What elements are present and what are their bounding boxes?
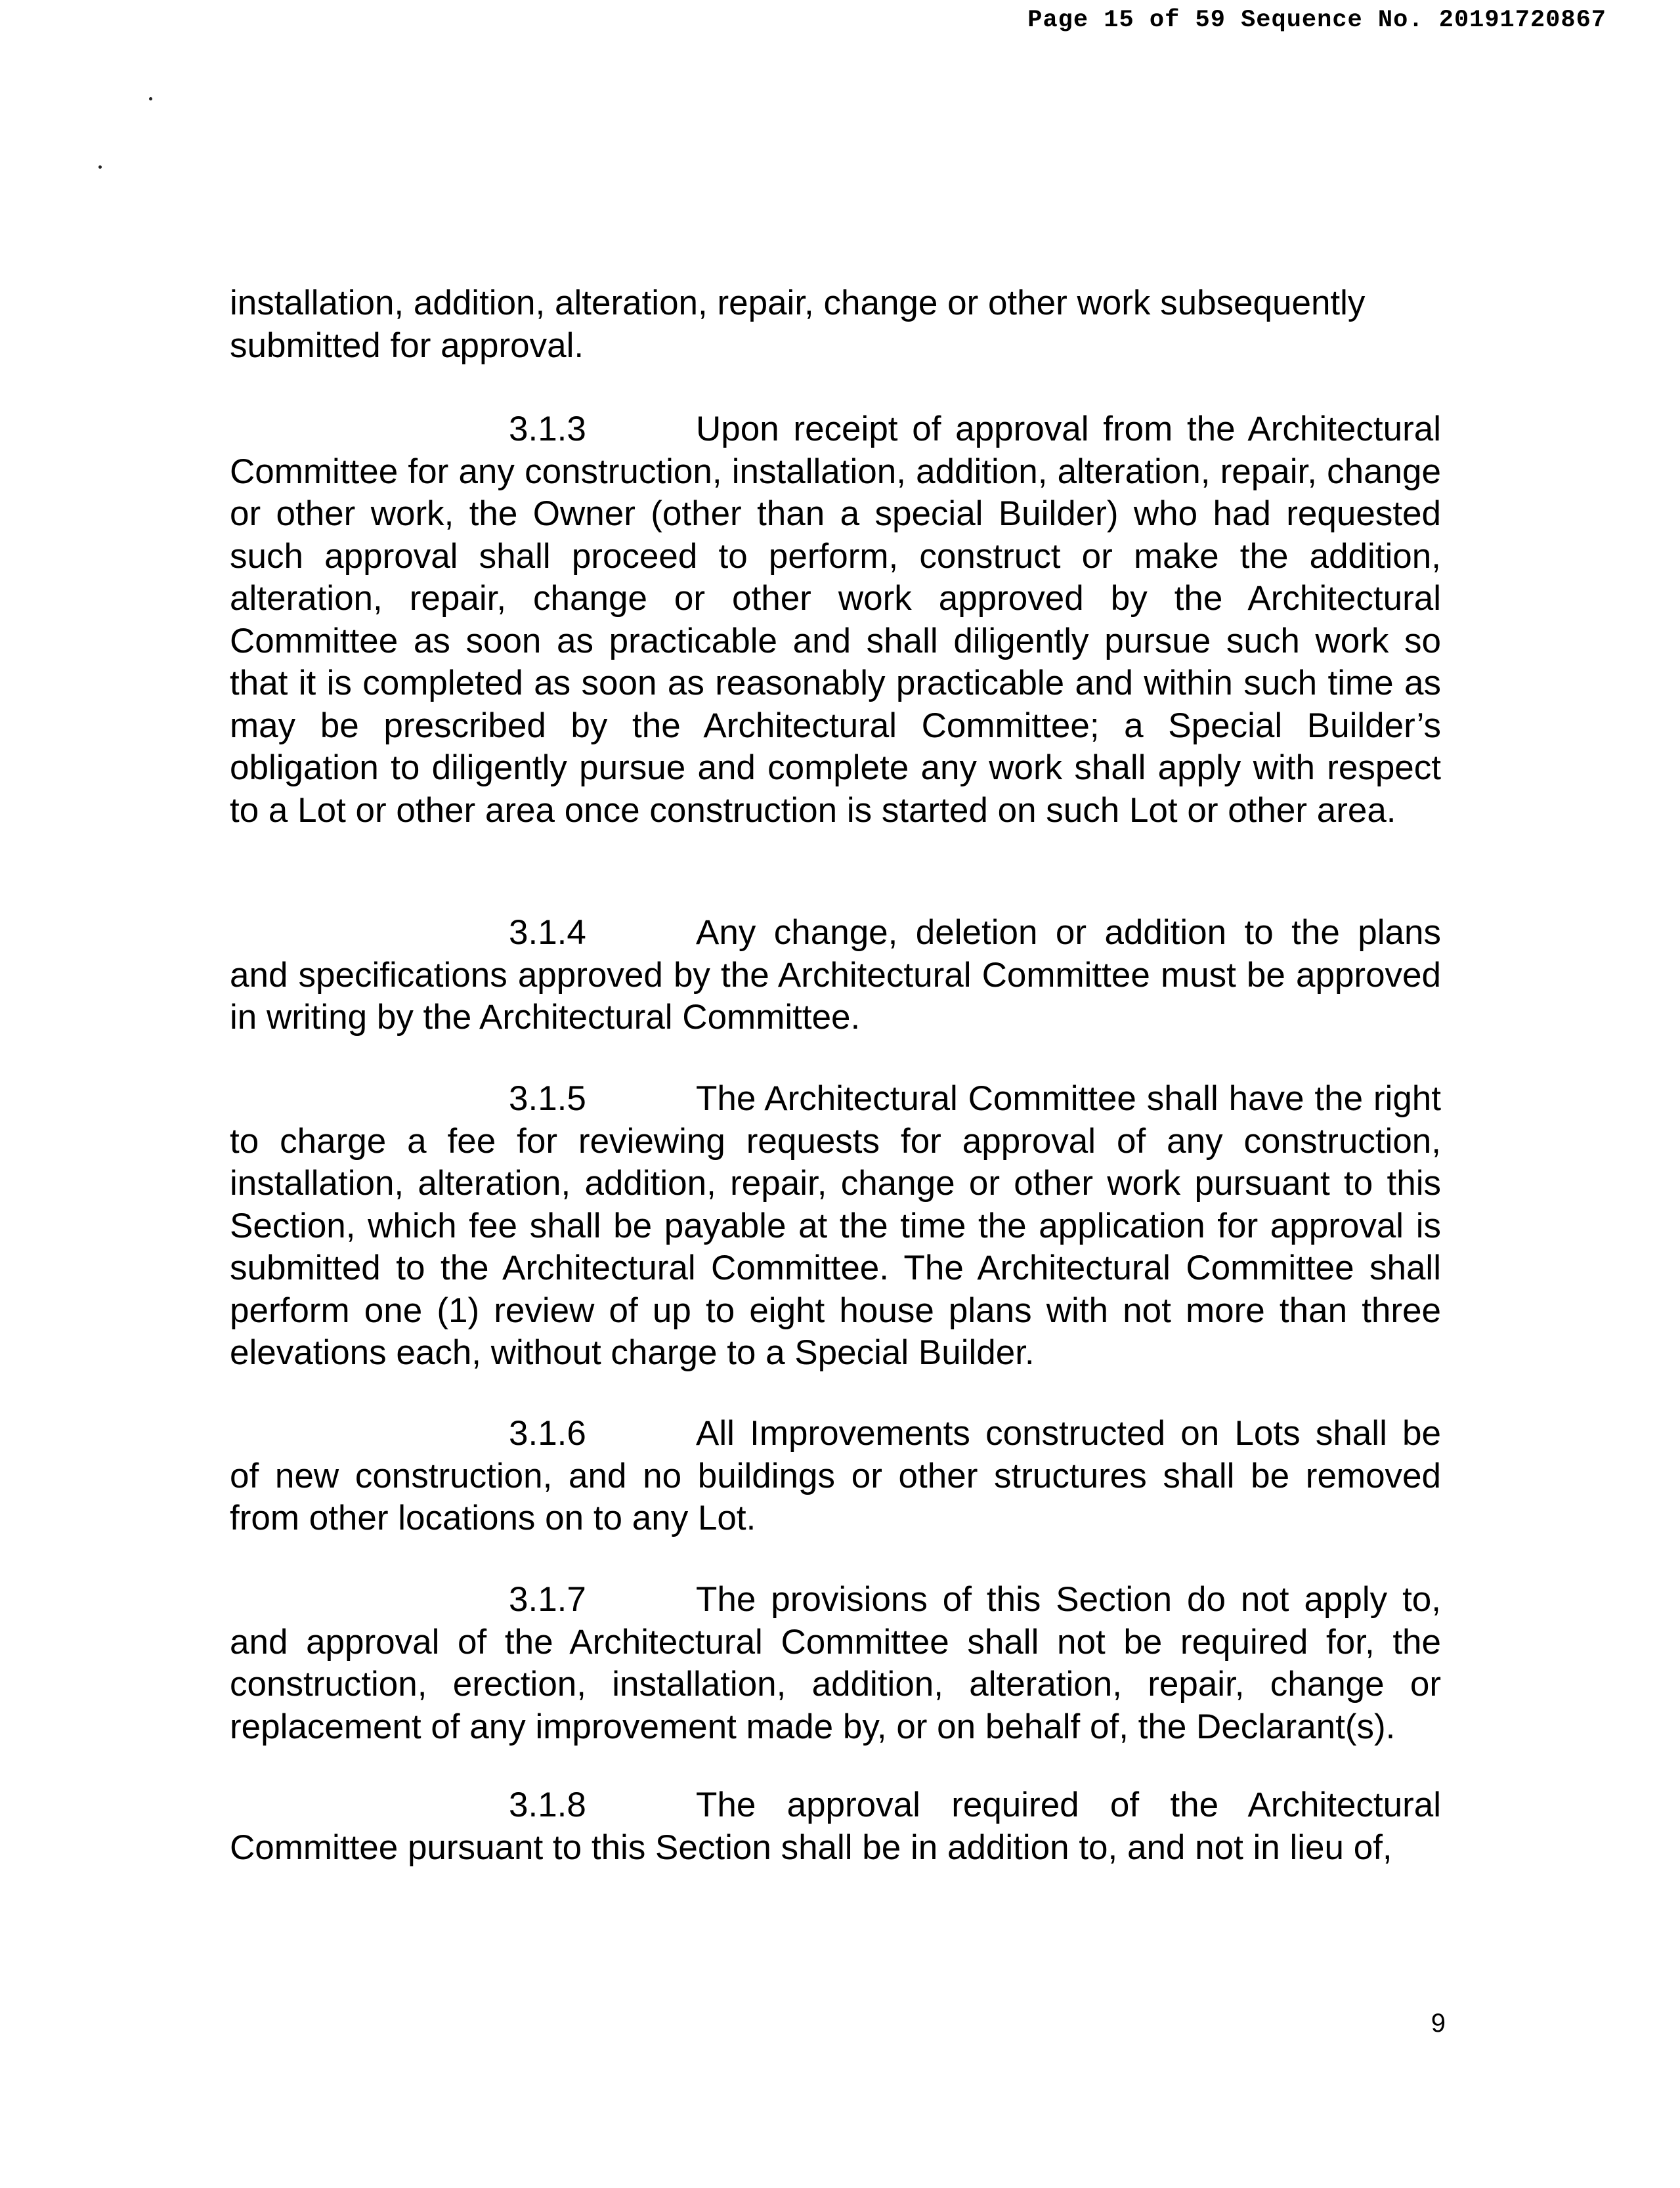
page-sequence-stamp: Page 15 of 59 Sequence No. 20191720867 [1027,7,1606,34]
section-number: 3.1.3 [509,410,586,448]
paragraph [230,408,1441,832]
section-3-1-8 [230,1784,1441,1869]
section-number: 3.1.7 [509,1580,586,1619]
paragraph [230,1078,1441,1375]
paragraph [230,1579,1441,1748]
scan-speck [98,165,102,169]
section-3-1-7 [230,1579,1441,1748]
paragraph-text: Upon receipt of approval from the Architectural Committee for any construction, installation, addition, alteration, repair, change or other work, the Owner (other than a special Builder) who had requested such approval shall proceed to perform, construct or make the addition, alteration, repair, change or other work approved by the Architectural Committee as soon as practicable and shall diligently pursue such work so that it is completed as soon as reasonably practicable and within such time as may be prescribed by the Architectural Committee; a Special Builder’s obligation to diligently pursue and complete any work shall apply with respect to a Lot or other area once construction is started on such Lot or other area. [230,410,1441,830]
document-body [230,282,1441,367]
paragraph-text: The provisions of this Section do not apply to, and approval of the Architectural Committee shall not be required for, the construction, erection, installation, addition, alteration, repair, change or replacement of any improvement made by, or on behalf of, the Declarant(s). [230,1580,1441,1746]
section-3-1-4 [230,912,1441,1039]
section-number: 3.1.5 [509,1079,586,1118]
paragraph-text: installation, addition, alteration, repair, change or other work subsequently submitted for approval. [230,284,1366,365]
page-number: 9 [1431,2009,1446,2038]
section-number: 3.1.8 [509,1786,586,1824]
paragraph [230,1413,1441,1540]
paragraph [230,1784,1441,1869]
section-number: 3.1.6 [509,1414,586,1453]
section-3-1-5 [230,1078,1441,1375]
paragraph-text: All Improvements constructed on Lots shall be of new construction, and no buildings or other structures shall be removed from other locations on to any Lot. [230,1414,1441,1537]
paragraph-text: The approval required of the Architectural Committee pursuant to this Section shall be in addition to, and not in lieu of, [230,1786,1441,1867]
section-3-1-3 [230,408,1441,832]
section-number: 3.1.4 [509,913,586,952]
paragraph-text: The Architectural Committee shall have the right to charge a fee for reviewing requests for approval of any construction, installation, alteration, addition, repair, change or other work pursuant to this Section, which fee shall be payable at the time the application for approval is submitted to the Architectural Committee. The Architectural Committee shall perform one (1) review of up to eight house plans with not more than three elevations each, without charge to a Special Builder. [230,1079,1441,1372]
paragraph [230,912,1441,1039]
scan-speck [149,97,152,100]
paragraph-text: Any change, deletion or addition to the plans and specifications approved by the Architectural Committee must be approved in writing by the Architectural Committee. [230,913,1441,1037]
section-3-1-6 [230,1413,1441,1540]
paragraph-continuation [230,282,1441,367]
